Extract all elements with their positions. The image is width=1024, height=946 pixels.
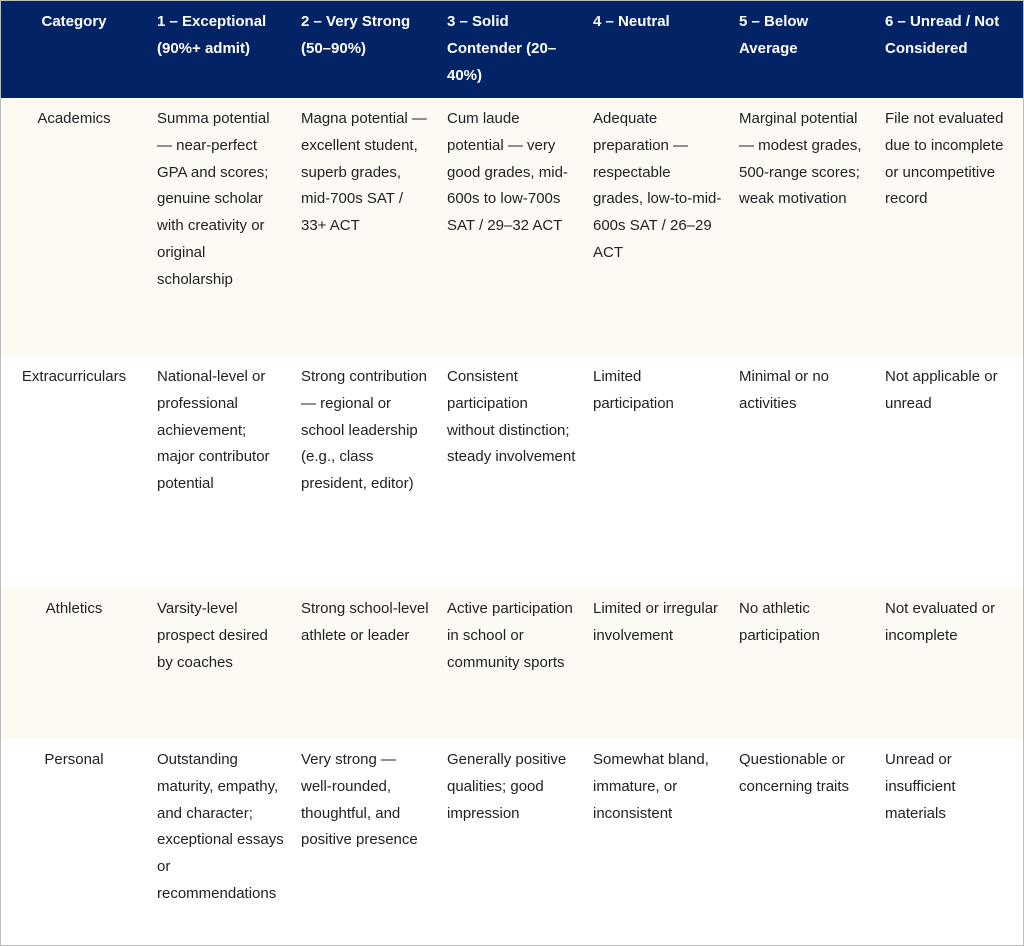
table-cell: Consistent participation without distinction; steady involvement (447, 368, 576, 466)
table-cell: Minimal or no activities (739, 368, 830, 412)
table-cell: Adequate preparation — respectable grades, low-to-mid-600s SAT / 26–29 ACT (593, 110, 722, 261)
table-header-row (1, 1, 1023, 98)
table-cell: Somewhat bland, immature, or inconsistent (593, 751, 709, 822)
table-cell: Not applicable or unread (885, 368, 998, 412)
table-cell: Marginal potential — modest grades, 500-range scores; weak motivation (739, 110, 862, 208)
row-category: Personal (44, 751, 104, 768)
column-header-rating-1: 1 – Exceptional (90%+ admit) (157, 13, 267, 57)
table-cell: Active participation in school or community sports (447, 600, 573, 671)
table-cell: Generally positive qualities; good impression (447, 751, 567, 822)
table-cell: Outstanding maturity, empathy, and character; exceptional essays or recommendations (157, 751, 284, 902)
table-cell: Cum laude potential — very good grades, mid-600s to low-700s SAT / 29–32 ACT (447, 110, 568, 235)
table-cell: Limited participation (593, 368, 674, 412)
table-row-athletics (1, 588, 1023, 739)
row-category: Athletics (45, 600, 103, 617)
column-header-rating-3: 3 – Solid Contender (20–40%) (447, 13, 557, 84)
table-cell: Magna potential — excellent student, superb grades, mid-700s SAT / 33+ ACT (301, 110, 427, 235)
table-cell: File not evaluated due to incomplete or uncompetitive record (885, 110, 1004, 208)
table-row-academics (1, 98, 1023, 356)
table-cell: No athletic participation (739, 600, 820, 644)
table-cell: Strong school-level athlete or leader (301, 600, 429, 644)
table-cell: Unread or insufficient materials (885, 751, 956, 822)
table-cell: Varsity-level prospect desired by coaches (157, 600, 268, 671)
table-row-personal (1, 739, 1023, 945)
column-header-rating-5: 5 – Below Average (739, 13, 809, 57)
table-row-extracurriculars (1, 356, 1023, 588)
row-category: Extracurriculars (21, 368, 127, 385)
column-header-rating-2: 2 – Very Strong (50–90%) (301, 13, 411, 57)
rating-scale-table (1, 1, 1023, 945)
column-header-rating-4: 4 – Neutral (593, 13, 670, 30)
table-cell: Very strong — well-rounded, thoughtful, and positive presence (301, 751, 418, 849)
table-cell: Questionable or concerning traits (739, 751, 850, 795)
table-cell: Summa potential — near-perfect GPA and scores; genuine scholar with creativity or original scholarship (157, 110, 270, 288)
column-header-rating-6: 6 – Unread / Not Considered (885, 13, 1000, 57)
column-header-category: Category (41, 13, 107, 30)
table-cell: National-level or professional achievement; major contributor potential (157, 368, 270, 493)
table-cell: Not evaluated or incomplete (885, 600, 996, 644)
row-category: Academics (37, 110, 111, 127)
table-cell: Strong contribution — regional or school leadership (e.g., class president, editor) (301, 368, 427, 493)
table-cell: Limited or irregular involvement (593, 600, 719, 644)
